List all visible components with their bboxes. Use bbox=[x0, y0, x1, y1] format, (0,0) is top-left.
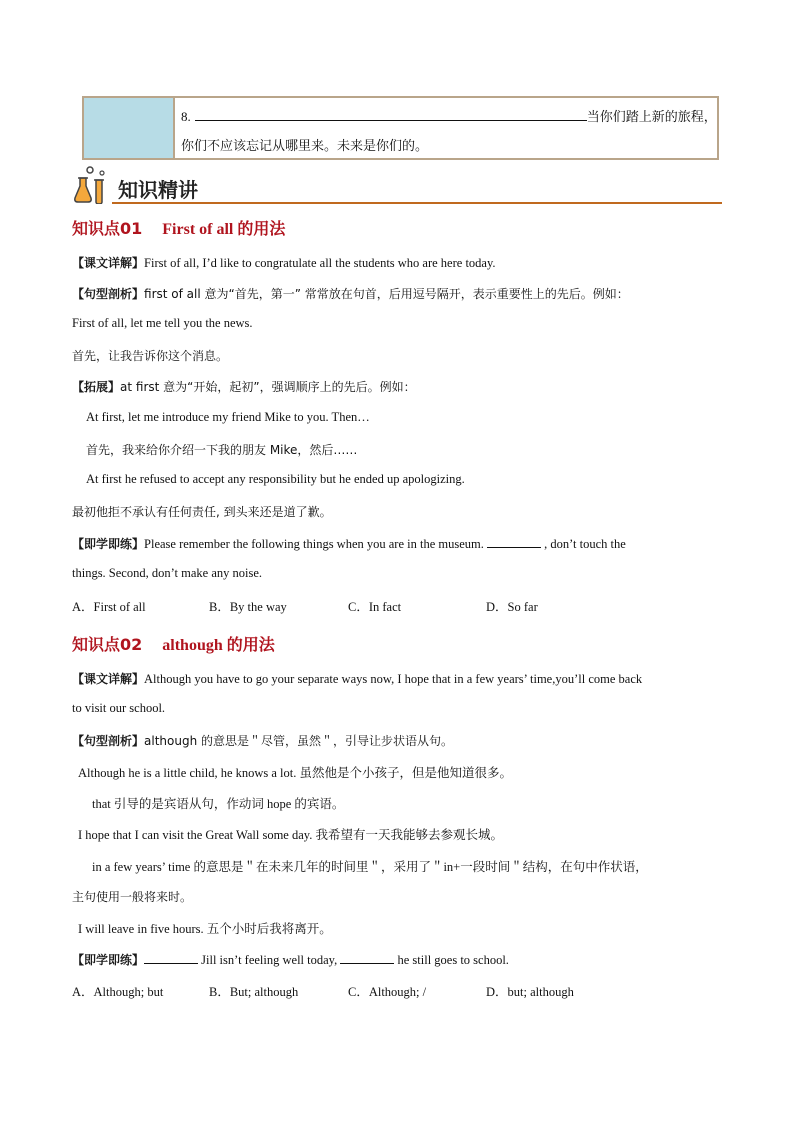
kp1-option-b[interactable]: B．By the way bbox=[209, 600, 287, 614]
kp2-option-c[interactable]: C．Although; / bbox=[348, 985, 427, 999]
kp2-ex6: I will leave in five hours. 五个小时后我将离开。 bbox=[78, 922, 332, 936]
table-content-cell bbox=[175, 98, 717, 158]
table-label-cell bbox=[84, 98, 175, 158]
kp2-option-b[interactable]: B．But; although bbox=[209, 985, 299, 999]
kp1-analysis: first of all 意为“首先，第一” 常常放在句首，后用逗号隔开，表示重要性上的先后。例如： bbox=[144, 287, 629, 301]
kp1-practice-b: , don’t touch the bbox=[544, 537, 626, 551]
question-tail: 当你们踏上新的旅程， bbox=[586, 110, 717, 125]
kp2-ex5: 主句使用一般将来时。 bbox=[72, 890, 193, 904]
answer-blank[interactable] bbox=[195, 106, 587, 121]
kp1-text: First of all, I’d like to congratulate all the students who are here today. bbox=[144, 256, 496, 270]
kp2-analysis: although 的意思是＂尽管，虽然＂，引导让步状语从句。 bbox=[144, 734, 453, 748]
kp1-practice-a: Please remember the following things when you are in the museum. bbox=[144, 537, 484, 551]
section-divider bbox=[112, 202, 722, 204]
section-header bbox=[72, 162, 722, 206]
kp2-analysis-line bbox=[72, 732, 453, 749]
table-row-2: 你们不应该忘记从哪里来。未来是你们的。 bbox=[181, 139, 429, 154]
kp1-analysis-label: 【句型剖析】 bbox=[72, 287, 145, 301]
kp2-option-a[interactable]: A．Although; but bbox=[72, 985, 164, 999]
kp2-practice-line bbox=[72, 951, 509, 968]
kp2-text-line bbox=[72, 670, 642, 687]
kp1-ext-cn2: 最初他拒不承认有任何责任, 到头来还是道了歉。 bbox=[72, 505, 332, 519]
kp2-text-label: 【课文详解】 bbox=[72, 672, 145, 686]
kp2-answer-blank-2[interactable] bbox=[340, 951, 394, 964]
kp1-title-cn: 的用法 bbox=[237, 219, 286, 238]
section-title: 知识精讲 bbox=[118, 178, 198, 202]
table-row-1 bbox=[181, 102, 717, 133]
kp2-text-2: to visit our school. bbox=[72, 701, 166, 715]
kp1-extend: at first 意为“开始，起初”，强调顺序上的先后。例如： bbox=[120, 380, 416, 394]
kp1-extend-line bbox=[72, 378, 416, 395]
kp2-title-en: although bbox=[162, 637, 223, 654]
kp1-number: 知识点01 bbox=[72, 219, 143, 238]
kp2-option-d[interactable]: D．but; although bbox=[486, 985, 574, 999]
kp2-ex4: in a few years’ time 的意思是＂在未来几年的时间里＂，采用了＂in+一段时间＂结构，在句中作状语， bbox=[92, 860, 648, 874]
kp1-heading bbox=[72, 216, 285, 239]
kp2-number: 知识点02 bbox=[72, 635, 143, 654]
kp1-example-en: First of all, let me tell you the news. bbox=[72, 316, 253, 330]
kp1-practice-line bbox=[72, 535, 626, 552]
kp1-ext-cn1: 首先，我来给你介绍一下我的朋友 Mike，然后…… bbox=[86, 443, 358, 457]
flask-icon bbox=[72, 164, 114, 204]
kp1-option-d[interactable]: D．So far bbox=[486, 600, 538, 614]
kp2-practice-a: Jill isn’t feeling well today, bbox=[201, 953, 338, 967]
exercise-table bbox=[82, 96, 719, 160]
kp1-practice-c: things. Second, don’t make any noise. bbox=[72, 566, 263, 580]
question-number: 8. bbox=[181, 109, 191, 124]
kp2-text: Although you have to go your separate ways now, I hope that in a few years’ time,you’ll come back bbox=[144, 672, 643, 686]
kp1-answer-blank[interactable] bbox=[487, 535, 541, 548]
kp2-practice-label: 【即学即练】 bbox=[72, 953, 145, 967]
kp2-heading bbox=[72, 632, 275, 655]
kp1-extend-label: 【拓展】 bbox=[72, 380, 121, 394]
kp1-option-c[interactable]: C．In fact bbox=[348, 600, 402, 614]
kp1-option-a[interactable]: A．First of all bbox=[72, 600, 146, 614]
kp1-analysis-line bbox=[72, 285, 629, 302]
kp1-practice-label: 【即学即练】 bbox=[72, 537, 145, 551]
kp2-title-cn: 的用法 bbox=[226, 635, 275, 654]
kp2-practice-b: he still goes to school. bbox=[397, 953, 509, 967]
kp1-text-label: 【课文详解】 bbox=[72, 256, 145, 270]
kp1-ext-en1: At first, let me introduce my friend Mike to you. Then… bbox=[86, 410, 370, 424]
kp1-example-cn: 首先，让我告诉你这个消息。 bbox=[72, 349, 229, 363]
kp1-title-en: First of all bbox=[162, 221, 234, 238]
kp2-ex3: I hope that I can visit the Great Wall some day. 我希望有一天我能够去参观长城。 bbox=[78, 828, 503, 842]
kp2-ex2: that 引导的是宾语从句，作动词 hope 的宾语。 bbox=[92, 797, 345, 811]
kp2-ex1: Although he is a little child, he knows a lot. 虽然他是个小孩子，但是他知道很多。 bbox=[78, 766, 512, 780]
kp2-answer-blank-1[interactable] bbox=[144, 951, 198, 964]
kp1-ext-en2: At first he refused to accept any responsibility but he ended up apologizing. bbox=[86, 472, 465, 486]
kp2-analysis-label: 【句型剖析】 bbox=[72, 734, 145, 748]
kp1-text-line bbox=[72, 254, 496, 271]
